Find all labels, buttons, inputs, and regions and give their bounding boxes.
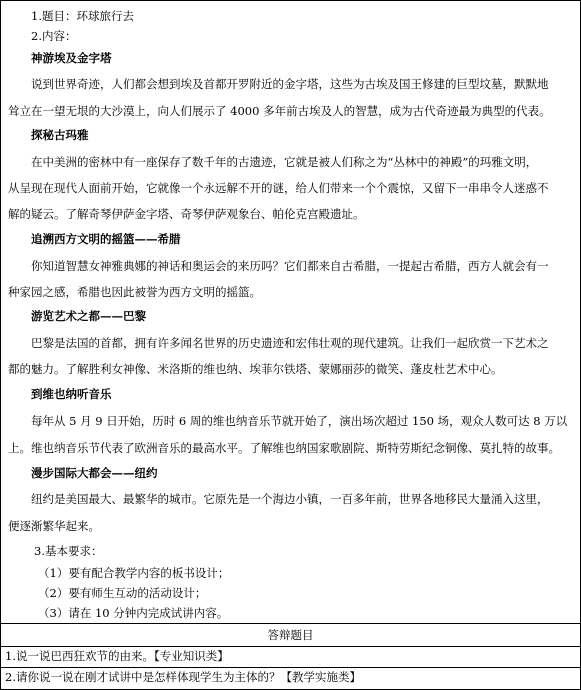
section-heading: 神游埃及金字塔 xyxy=(31,51,112,65)
paragraph-line: 在中美洲的密林中有一座保存了数千年的古遗迹，它就是被人们称之为“丛林中的神殿”的玛雅文明， xyxy=(31,155,538,169)
section-heading: 追溯西方文明的摇篮——希腊 xyxy=(31,232,181,246)
table-divider xyxy=(1,623,580,624)
defense-question: 1.说一说巴西狂欢节的由来。【专业知识类】 xyxy=(5,649,229,663)
answer-section-title: 答辩题目 xyxy=(267,628,314,642)
section-heading: 探秘古玛雅 xyxy=(31,128,89,142)
section-heading: 到维也纳听音乐 xyxy=(31,387,112,401)
paragraph-line: 便逐渐繁华起来。 xyxy=(8,519,100,533)
paragraph-line: 都的魅力。了解胜利女神像、米洛斯的维也纳、埃菲尔铁塔、蒙娜丽莎的微笑、蓬皮杜艺术中心。 xyxy=(8,362,503,376)
paragraph-line: 你知道智慧女神雅典娜的神话和奥运会的来历吗？它们都来自古希腊，一提起古希腊，西方人就会有一 xyxy=(31,259,549,273)
content-label: 2.内容： xyxy=(31,29,77,43)
paragraph-line: 每年从 5 月 9 日开始，历时 6 周的维也纳音乐节就开始了，演出场次超过 150 场，观众人数可达 8 万以 xyxy=(31,414,568,428)
requirements-label: 3.基本要求： xyxy=(34,544,103,558)
section-heading: 游览艺术之都——巴黎 xyxy=(31,309,146,323)
paragraph-line: 巴黎是法国的首都，拥有许多闻名世界的历史遗迹和宏伟壮观的现代建筑。让我们一起欣赏一下艺术之 xyxy=(31,336,549,350)
paragraph-line: 说到世界奇迹，人们都会想到埃及首都开罗附近的金字塔，这些为古埃及国王修建的巨型坟墓，默默地 xyxy=(31,77,549,91)
defense-question: 2.请你说一说在刚才试讲中是怎样体现学生为主体的？【教学实施类】 xyxy=(5,670,361,684)
paragraph-line: 种家园之感，希腊也因此被誉为西方文明的摇篮。 xyxy=(8,285,261,299)
paragraph-line: 上。维也纳音乐节代表了欧洲音乐的最高水平。了解维也纳国家歌剧院、斯特劳斯纪念铜像、莫扎特的故事。 xyxy=(8,441,560,455)
requirement-item: （1）要有配合教学内容的板书设计； xyxy=(38,566,230,580)
section-heading: 漫步国际大都会——纽约 xyxy=(31,466,158,480)
requirement-item: （2）要有师生互动的活动设计； xyxy=(38,586,207,600)
paragraph-line: 从呈现在现代人面前开始，它就像一个永远解不开的谜，给人们带来一个个震惊，又留下一串串令人迷惑不 xyxy=(8,181,549,195)
paragraph-line: 纽约是美国最大、最繁华的城市。它原先是一个海边小镇，一百多年前，世界各地移民大量涌入这里， xyxy=(31,492,549,506)
topic-line: 1.题目：环球旅行去 xyxy=(31,9,134,23)
paragraph-line: 解的疑云。了解奇琴伊萨金字塔、奇琴伊萨观象台、帕伦克宫殿遗址。 xyxy=(8,207,365,221)
paragraph-line: 耸立在一望无垠的大沙漠上，向人们展示了 4000 多年前古埃及人的智慧，成为古代奇迹最为典型的代表。 xyxy=(8,104,551,118)
lecture-content xyxy=(1,1,580,623)
requirement-item: （3）请在 10 分钟内完成试讲内容。 xyxy=(38,606,229,620)
